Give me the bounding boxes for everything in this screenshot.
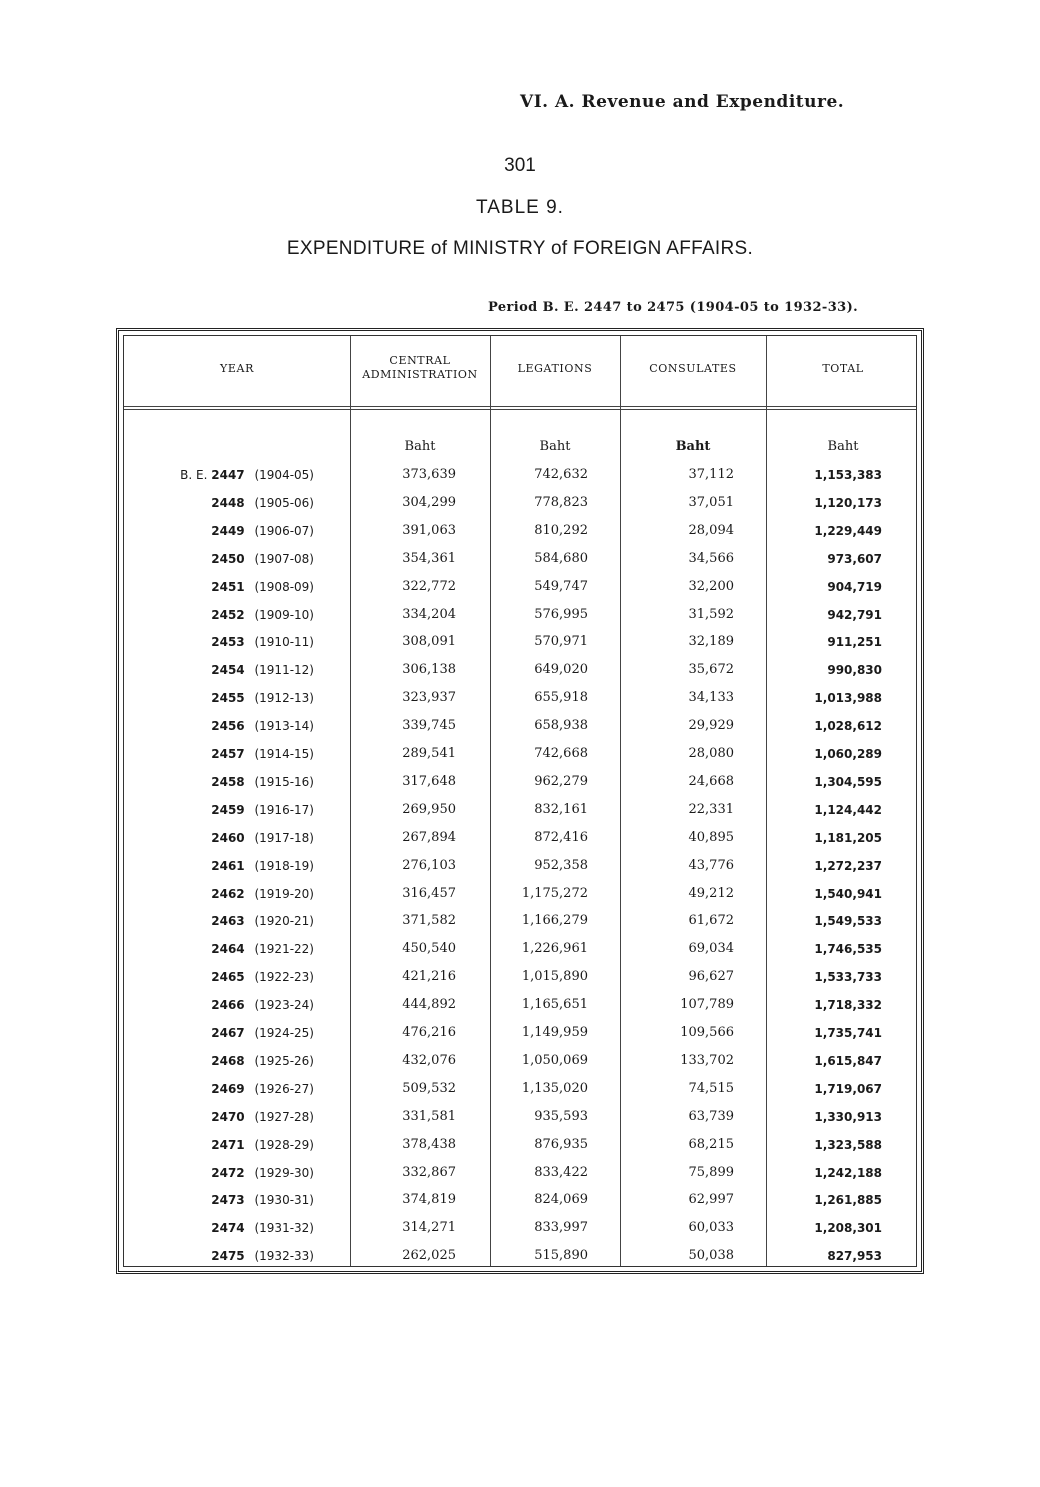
year-cell <box>164 801 314 819</box>
legations-cell: 1,015,890 <box>521 969 588 985</box>
total-cell: 1,229,449 <box>814 523 882 538</box>
consulates-cell: 50,038 <box>688 1248 734 1264</box>
common-era-years: (1920-21) <box>254 914 314 929</box>
total-cell: 1,735,741 <box>814 1026 882 1040</box>
legations-cell: 549,747 <box>534 578 588 594</box>
buddhist-era-year: 2470 <box>211 1109 245 1124</box>
central-administration-cell: 339,745 <box>402 718 456 734</box>
table-row <box>124 1136 916 1164</box>
total-cell: 911,251 <box>827 635 882 650</box>
consulates-cell: 61,672 <box>688 913 734 929</box>
common-era-years: (1912-13) <box>254 691 314 706</box>
legations-cell: 824,069 <box>534 1192 588 1208</box>
buddhist-era-year: 2465 <box>211 970 245 985</box>
total-cell: 1,060,289 <box>814 747 882 761</box>
total-cell: 1,181,205 <box>814 830 882 845</box>
year-cell <box>164 1136 314 1154</box>
central-administration-cell: 276,103 <box>402 857 456 873</box>
total-cell: 973,607 <box>827 551 882 566</box>
buddhist-era-year: 2474 <box>211 1221 245 1236</box>
consulates-cell: 60,033 <box>688 1220 734 1236</box>
common-era-years: (1913-14) <box>254 719 314 734</box>
central-administration-cell: 289,541 <box>402 746 456 761</box>
common-era-years: (1910-11) <box>254 635 314 650</box>
year-cell <box>164 1108 314 1126</box>
total-cell: 1,746,535 <box>814 942 882 957</box>
central-administration-cell: 334,204 <box>402 606 456 622</box>
common-era-years: (1907-08) <box>254 551 314 566</box>
year-cell <box>164 1219 314 1237</box>
consulates-cell: 24,668 <box>688 773 734 789</box>
total-cell: 904,719 <box>827 579 882 594</box>
central-administration-cell: 314,271 <box>402 1220 456 1236</box>
central-administration-cell: 476,216 <box>402 1025 456 1040</box>
buddhist-era-year: 2452 <box>211 607 245 622</box>
table-row <box>124 661 916 689</box>
year-cell <box>164 633 314 651</box>
total-cell: 1,540,941 <box>814 886 882 901</box>
buddhist-era-year: 2463 <box>211 914 245 929</box>
header-year: YEAR <box>220 362 254 375</box>
year-cell <box>164 996 314 1014</box>
common-era-years: (1919-20) <box>254 886 314 901</box>
total-cell: 1,718,332 <box>814 998 882 1013</box>
legations-cell: 832,161 <box>534 801 588 817</box>
buddhist-era-year: 2473 <box>211 1193 245 1208</box>
central-administration-cell: 308,091 <box>402 634 456 650</box>
total-cell: 1,304,595 <box>814 774 882 789</box>
consulates-cell: 29,929 <box>688 718 734 734</box>
common-era-years: (1926-27) <box>254 1081 314 1096</box>
common-era-years: (1914-15) <box>254 747 314 761</box>
year-cell <box>164 745 314 763</box>
year-cell <box>164 689 314 707</box>
central-administration-cell: 391,063 <box>402 522 456 538</box>
common-era-years: (1928-29) <box>254 1137 314 1152</box>
common-era-years: (1918-19) <box>254 858 314 873</box>
total-cell: 942,791 <box>827 607 882 622</box>
year-cell <box>164 857 314 875</box>
consulates-cell: 75,899 <box>688 1164 734 1180</box>
buddhist-era-year: 2467 <box>211 1026 245 1040</box>
legations-cell: 876,935 <box>534 1136 588 1152</box>
buddhist-era-year: 2456 <box>211 719 245 734</box>
central-administration-cell: 322,772 <box>402 578 456 594</box>
table-row <box>124 633 916 661</box>
table-row <box>124 466 916 494</box>
common-era-years: (1930-31) <box>254 1193 314 1208</box>
common-era-years: (1911-12) <box>254 663 314 678</box>
consulates-cell: 133,702 <box>680 1052 734 1068</box>
table-row <box>124 1191 916 1219</box>
year-cell <box>164 885 314 903</box>
central-administration-cell: 316,457 <box>402 885 456 901</box>
consulates-cell: 31,592 <box>688 606 734 622</box>
buddhist-era-year: 2455 <box>211 691 245 706</box>
table-row <box>124 968 916 996</box>
central-administration-cell: 317,648 <box>402 773 456 789</box>
common-era-years: (1906-07) <box>254 523 314 538</box>
buddhist-era-year: 2459 <box>211 802 245 817</box>
legations-cell: 576,995 <box>534 606 588 622</box>
legations-cell: 1,175,272 <box>521 885 588 901</box>
legations-cell: 742,632 <box>534 467 588 482</box>
expenditure-table <box>116 328 924 1274</box>
common-era-years: (1915-16) <box>254 774 314 789</box>
table-row <box>124 1164 916 1192</box>
total-cell: 1,124,442 <box>814 802 882 817</box>
legations-cell: 833,997 <box>534 1220 588 1236</box>
legations-cell: 872,416 <box>534 829 588 845</box>
consulates-cell: 68,215 <box>688 1136 734 1152</box>
legations-cell: 655,918 <box>534 690 588 706</box>
total-cell: 1,120,173 <box>814 495 882 510</box>
total-cell: 1,013,988 <box>814 691 882 706</box>
total-cell: 1,153,383 <box>814 468 882 482</box>
year-cell <box>164 550 314 568</box>
table-row <box>124 857 916 885</box>
table-row <box>124 885 916 913</box>
buddhist-era-year: 2462 <box>211 886 245 901</box>
table-row <box>124 717 916 745</box>
year-cell <box>164 466 314 484</box>
unit-legations: Baht <box>539 439 571 454</box>
header-central-line2: ADMINISTRATION <box>362 368 478 381</box>
year-cell <box>164 1247 314 1265</box>
consulates-cell: 35,672 <box>688 662 734 678</box>
consulates-cell: 62,997 <box>688 1192 734 1208</box>
common-era-years: (1923-24) <box>254 998 314 1013</box>
buddhist-era-year: 2461 <box>211 858 245 873</box>
year-cell <box>164 940 314 958</box>
central-administration-cell: 444,892 <box>402 997 456 1013</box>
central-administration-cell: 450,540 <box>402 941 456 957</box>
table-row <box>124 1052 916 1080</box>
common-era-years: (1924-25) <box>254 1026 314 1040</box>
central-administration-cell: 378,438 <box>402 1136 456 1152</box>
buddhist-era-year: 2472 <box>211 1165 245 1180</box>
header-divider <box>124 406 916 407</box>
total-cell: 1,261,885 <box>814 1193 882 1208</box>
year-cell <box>164 968 314 986</box>
table-row <box>124 773 916 801</box>
legations-cell: 570,971 <box>534 634 588 650</box>
consulates-cell: 69,034 <box>688 941 734 957</box>
consulates-cell: 34,566 <box>688 550 734 566</box>
common-era-years: (1925-26) <box>254 1053 314 1068</box>
table-row <box>124 1247 916 1275</box>
buddhist-era-year: 2448 <box>211 495 245 510</box>
legations-cell: 1,149,959 <box>521 1025 588 1040</box>
consulates-cell: 63,739 <box>688 1108 734 1124</box>
buddhist-era-year: 2453 <box>211 635 245 650</box>
buddhist-era-year: 2466 <box>211 998 245 1013</box>
consulates-cell: 37,112 <box>688 467 734 482</box>
year-cell <box>164 494 314 512</box>
consulates-cell: 32,200 <box>688 578 734 594</box>
consulates-cell: 96,627 <box>688 969 734 985</box>
legations-cell: 658,938 <box>534 718 588 734</box>
consulates-cell: 37,051 <box>688 494 734 510</box>
common-era-years: (1922-23) <box>254 970 314 985</box>
buddhist-era-year: 2457 <box>211 747 245 761</box>
central-administration-cell: 432,076 <box>402 1052 456 1068</box>
header-legations: LEGATIONS <box>517 362 593 375</box>
table-row <box>124 912 916 940</box>
year-cell <box>164 1024 314 1042</box>
unit-central: Baht <box>404 439 436 454</box>
header-divider <box>124 409 916 410</box>
table-row <box>124 801 916 829</box>
year-cell <box>164 912 314 930</box>
legations-cell: 962,279 <box>534 773 588 789</box>
consulates-cell: 32,189 <box>688 634 734 650</box>
table-row <box>124 940 916 968</box>
table-row <box>124 1024 916 1052</box>
common-era-years: (1905-06) <box>254 495 314 510</box>
table-row <box>124 1108 916 1136</box>
consulates-cell: 28,094 <box>688 522 734 538</box>
table-row <box>124 996 916 1024</box>
legations-cell: 778,823 <box>534 494 588 510</box>
year-cell <box>164 1164 314 1182</box>
central-administration-cell: 304,299 <box>402 494 456 510</box>
central-administration-cell: 509,532 <box>402 1080 456 1096</box>
common-era-years: (1929-30) <box>254 1165 314 1180</box>
unit-consulates: Baht <box>675 439 711 454</box>
legations-cell: 742,668 <box>534 746 588 761</box>
buddhist-era-year: 2447 <box>211 468 245 482</box>
total-cell: 1,323,588 <box>814 1137 882 1152</box>
buddhist-era-year: 2460 <box>211 830 245 845</box>
common-era-years: (1917-18) <box>254 830 314 845</box>
total-cell: 1,330,913 <box>814 1109 882 1124</box>
common-era-years: (1921-22) <box>254 942 314 957</box>
common-era-years: (1908-09) <box>254 579 314 594</box>
buddhist-era-year: 2450 <box>211 551 245 566</box>
year-cell <box>164 1052 314 1070</box>
unit-total: Baht <box>827 439 859 454</box>
legations-cell: 1,135,020 <box>521 1080 588 1096</box>
table-row <box>124 745 916 773</box>
common-era-years: (1916-17) <box>254 802 314 817</box>
legations-cell: 584,680 <box>534 550 588 566</box>
buddhist-era-year: 2469 <box>211 1081 245 1096</box>
table-row <box>124 1219 916 1247</box>
legations-cell: 1,165,651 <box>521 997 588 1013</box>
year-cell <box>164 578 314 596</box>
year-cell <box>164 1080 314 1098</box>
buddhist-era-year: 2449 <box>211 523 245 538</box>
table-row <box>124 494 916 522</box>
legations-cell: 1,166,279 <box>521 913 588 929</box>
year-cell <box>164 717 314 735</box>
consulates-cell: 74,515 <box>688 1080 734 1096</box>
consulates-cell: 22,331 <box>688 801 734 817</box>
common-era-years: (1931-32) <box>254 1221 314 1236</box>
central-administration-cell: 421,216 <box>402 969 456 985</box>
buddhist-era-year: 2451 <box>211 579 245 594</box>
page-number: 301 <box>504 155 536 176</box>
era-prefix: B. E. <box>180 468 208 482</box>
section-heading: VI. A. Revenue and Expenditure. <box>520 92 845 112</box>
table-row <box>124 522 916 550</box>
table-row <box>124 550 916 578</box>
consulates-cell: 107,789 <box>680 997 734 1013</box>
legations-cell: 649,020 <box>534 662 588 678</box>
header-central-line1: CENTRAL <box>389 354 451 367</box>
legations-cell: 810,292 <box>534 522 588 538</box>
consulates-cell: 43,776 <box>688 857 734 873</box>
legations-cell: 952,358 <box>534 857 588 873</box>
central-administration-cell: 331,581 <box>402 1108 456 1124</box>
table-row <box>124 578 916 606</box>
buddhist-era-year: 2475 <box>211 1249 245 1264</box>
table-row <box>124 829 916 857</box>
table-row <box>124 689 916 717</box>
consulates-cell: 34,133 <box>688 690 734 706</box>
consulates-cell: 28,080 <box>688 746 734 761</box>
central-administration-cell: 262,025 <box>402 1248 456 1264</box>
central-administration-cell: 332,867 <box>402 1164 456 1180</box>
year-cell <box>164 829 314 847</box>
header-total: TOTAL <box>822 362 864 375</box>
central-administration-cell: 374,819 <box>402 1192 456 1208</box>
total-cell: 1,028,612 <box>814 719 882 734</box>
legations-cell: 1,226,961 <box>521 941 588 957</box>
buddhist-era-year: 2464 <box>211 942 245 957</box>
table-number: TABLE 9. <box>476 197 564 218</box>
consulates-cell: 49,212 <box>688 885 734 901</box>
legations-cell: 833,422 <box>534 1164 588 1180</box>
common-era-years: (1904-05) <box>254 468 314 482</box>
central-administration-cell: 323,937 <box>402 690 456 706</box>
buddhist-era-year: 2471 <box>211 1137 245 1152</box>
year-cell <box>164 661 314 679</box>
total-cell: 1,208,301 <box>814 1221 882 1236</box>
total-cell: 1,533,733 <box>814 970 882 985</box>
central-administration-cell: 354,361 <box>402 550 456 566</box>
legations-cell: 515,890 <box>534 1248 588 1264</box>
total-cell: 1,549,533 <box>814 914 882 929</box>
header-consulates: CONSULATES <box>649 362 737 375</box>
central-administration-cell: 373,639 <box>402 467 456 482</box>
total-cell: 827,953 <box>827 1249 882 1264</box>
total-cell: 1,615,847 <box>814 1053 882 1068</box>
buddhist-era-year: 2454 <box>211 663 245 678</box>
consulates-cell: 40,895 <box>688 829 734 845</box>
total-cell: 1,272,237 <box>814 858 882 873</box>
legations-cell: 935,593 <box>534 1108 588 1124</box>
year-cell <box>164 1191 314 1209</box>
buddhist-era-year: 2458 <box>211 774 245 789</box>
total-cell: 1,242,188 <box>814 1165 882 1180</box>
header-central-administration <box>350 354 490 382</box>
common-era-years: (1927-28) <box>254 1109 314 1124</box>
common-era-years: (1909-10) <box>254 607 314 622</box>
year-cell <box>164 606 314 624</box>
central-administration-cell: 267,894 <box>402 829 456 845</box>
total-cell: 1,719,067 <box>814 1081 882 1096</box>
consulates-cell: 109,566 <box>680 1025 734 1040</box>
period-caption: Period B. E. 2447 to 2475 (1904-05 to 1932-33). <box>488 300 859 315</box>
common-era-years: (1932-33) <box>254 1249 314 1264</box>
legations-cell: 1,050,069 <box>521 1052 588 1068</box>
central-administration-cell: 306,138 <box>402 662 456 678</box>
table-row <box>124 606 916 634</box>
table-row <box>124 1080 916 1108</box>
year-cell <box>164 773 314 791</box>
year-cell <box>164 522 314 540</box>
table-title: EXPENDITURE of MINISTRY of FOREIGN AFFAIRS. <box>286 238 754 259</box>
table-inner-border <box>123 335 917 1267</box>
total-cell: 990,830 <box>827 663 882 678</box>
central-administration-cell: 269,950 <box>402 801 456 817</box>
central-administration-cell: 371,582 <box>402 913 456 929</box>
buddhist-era-year: 2468 <box>211 1053 245 1068</box>
